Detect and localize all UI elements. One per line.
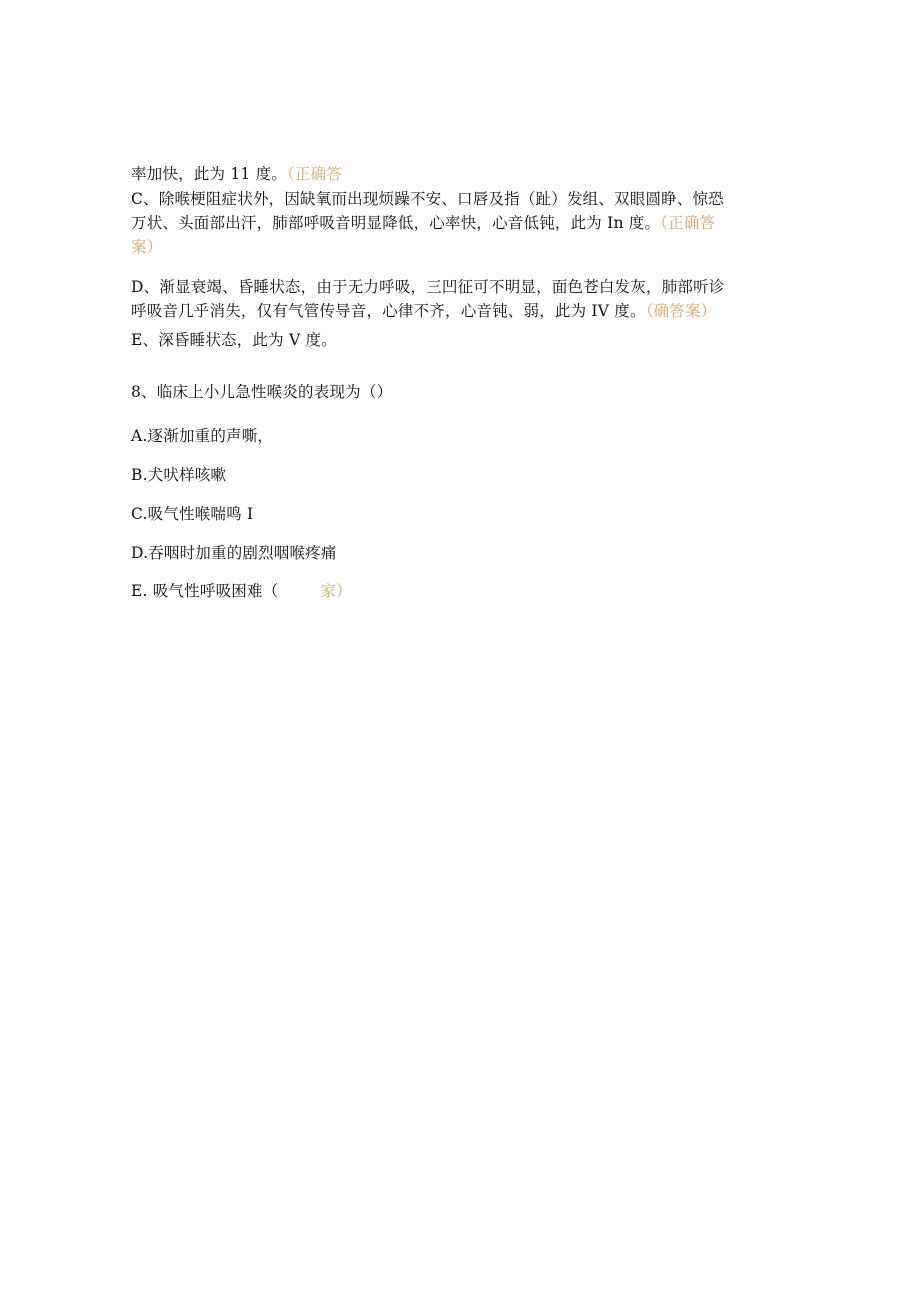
question-8-option-d: D.吞咽时加重的剧烈咽喉疼痛 (131, 544, 337, 562)
answer-marker: （正确答 (660, 214, 716, 232)
question-8-stem: 8、临床上小儿急性喉炎的表现为（） (131, 383, 393, 401)
option-d-line-2-text: 呼吸音几乎消失，仅有气管传导音，心律不齐，心音钝、弱，此为 IV 度。 (131, 302, 646, 320)
option-c-line-1: C、除喉梗阻症状外，因缺氧而出现烦躁不安、口唇及指（趾）发组、双眼圆睁、惊恐 (131, 190, 724, 208)
answer-marker: （确答案） (645, 302, 717, 320)
option-d-line-1: D、渐显衰竭、昏睡状态，由于无力呼吸，三凹征可不明显，面色苍白发灰，肺部听诊 (131, 278, 725, 296)
option-e-line: E、深昏睡状态，此为 V 度。 (131, 331, 337, 349)
option-c-line-2-text: 万状、头面部出汗，肺部呼吸音明显降低，心率快，心音低钝，此为 In 度。 (131, 214, 661, 232)
option-c-answer-tail: 案） (131, 238, 163, 256)
option-b-continuation (131, 163, 342, 185)
option-c-line-2 (131, 212, 715, 234)
question-8-option-e (131, 580, 352, 602)
option-d-line-2 (131, 300, 716, 322)
answer-marker: （正确答 (286, 165, 343, 183)
question-8-option-b: B.犬吠样咳嗽 (131, 466, 227, 484)
question-8-option-c: C.吸气性喉喘鸣 I (131, 505, 254, 523)
question-8-option-a: A.逐渐加重的声嘶， (131, 427, 274, 445)
question-8-option-e-text: E. 吸气性呼吸困难（ (131, 582, 279, 600)
answer-marker: 家） (320, 582, 352, 600)
option-b-tail-text: 率加快，此为 11 度。 (131, 165, 287, 183)
